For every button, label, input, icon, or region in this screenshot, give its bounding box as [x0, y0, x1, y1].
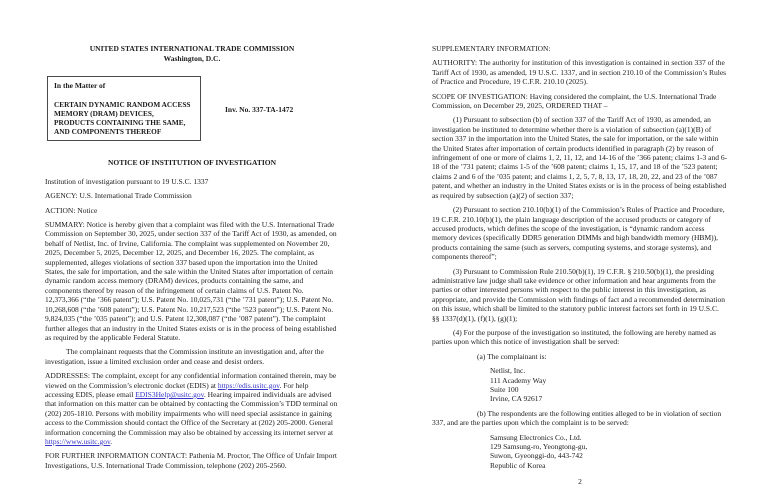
text-segment: .: [110, 436, 113, 446]
supplementary-heading: SUPPLEMENTARY INFORMATION:: [432, 44, 551, 53]
address-line: 111 Academy Way: [490, 375, 547, 385]
page-number: 2: [578, 477, 582, 487]
order-paragraph-1: (1) Pursuant to subsection (b) of section 337 of the Tariff Act of 1930, as amended, an investigation be instituted to determine whether there is a violation of subsection (a)(1)(B) of section 337 in the importation into the United States, the sale for importation, or the sale within the United States after importation of certain products identified in paragraph (2) by reason of infringement of one or more of claims 1, 2, 11, 12, and 14-16 of the ’366 patent; claims 1-3 and 6-18 of the ’731 patent; claims 1-5 of the ’608 patent; claims 1, 15, 17, and 18 of the ’523 patent; claims 2 and 6 of the ’035 patent; and claims 1, 2, 5, 7, 8, 13, 17, 18, 20, 22, and 23 of the ’087 patent, and whether an industry in the United States exists or is in the process of being established as required by subsection (a)(2) of section 337;: [432, 115, 728, 200]
scope-paragraph: SCOPE OF INVESTIGATION: Having considered the complaint, the U.S. International Trade Commission, on December 29, 2025, ORDERED THAT –: [432, 91, 717, 111]
order-paragraph-4: (4) For the purpose of the investigation so instituted, the following are hereby named as parties upon which this notice of investigation shall be served:: [432, 327, 717, 347]
order-paragraph-2: (2) Pursuant to section 210.10(b)(1) of the Commission’s Rules of Practice and Procedure, 19 C.F.R. 210.10(b)(1), the plain language description of the accused products or category of accused products, which defines the scope of the investigation, is “dynamic random access memory devices (specifically DDR5 generation DIMMs and high bandwidth memory (HBM)), products containing the same (such as servers, computing systems, and storage systems), and components thereof”;: [432, 205, 725, 262]
case-title: CERTAIN DYNAMIC RANDOM ACCESS MEMORY (DRAM) DEVICES, PRODUCTS CONTAINING THE SAME, AND COMPONENTS THEREOF: [54, 99, 191, 137]
document-header: [45, 44, 339, 63]
address-line: Irvine, CA 92617: [490, 394, 543, 404]
text-segment: . Hearing impaired individuals are advised that information on this matter can be obtained by contacting the Commission’s TDD terminal on (202) 205-1810. Persons with mobility impairments who will need special assistance in gaining access to the Commission should contact the Office of the Secretary at (202) 205-2000. General information concerning the Commission may also be obtained by accessing its internet server at: [45, 389, 338, 437]
respondent-address: [432, 433, 728, 471]
address-line: 129 Samsung-ro, Yeongtong-gu,: [490, 442, 588, 452]
institution-line: Institution of investigation pursuant to 19 U.S.C. 1337: [45, 176, 209, 186]
commission-title: UNITED STATES INTERNATIONAL TRADE COMMISSION: [89, 44, 295, 53]
complainant-address: [432, 366, 728, 404]
hyperlink[interactable]: EDIS3Help@usitc.gov: [135, 389, 204, 399]
page-2: [432, 44, 728, 487]
text-segment: . For help accessing EDIS, please email: [45, 380, 309, 399]
complainant-request-paragraph: The complainant requests that the Commission institute an investigation and, after the investigation, issue a limited exclusion order and cease and desist orders.: [45, 347, 324, 366]
contact-paragraph: FOR FURTHER INFORMATION CONTACT: Pathenia M. Proctor, The Office of Unfair Import Investigations, U.S. International Trade Commission, telephone (202) 205-2560.: [45, 451, 337, 470]
hyperlink[interactable]: https://www.usitc.gov: [45, 436, 111, 446]
text-segment: ADDRESSES: The complaint, except for any confidential information contained therein, may be viewed on the Commission’s electronic docket (EDIS) at: [45, 371, 337, 390]
order-paragraph-3: (3) Pursuant to Commission Rule 210.50(b)(1), 19 C.F.R. § 210.50(b)(1), the presiding administrative law judge shall take evidence or other information and hear arguments from the parties or other interested persons with respect to the public interest in this investigation, as appropriate, and provide the Commission with findings of fact and a recommended determination on this issue, which shall be limited to the statutory public interest factors set forth in 19 U.S.C. §§ 1337(d)(1), (f)(1), (g)(1);: [432, 266, 726, 323]
address-line: Netlist, Inc.: [490, 366, 526, 376]
page-1: [45, 44, 339, 475]
case-caption-box: [47, 76, 201, 141]
respondents-heading: (b) The respondents are the following entities alleged to be in violation of section 337, and are the parties upon which the complaint is to be served:: [432, 408, 722, 428]
address-line: Samsung Electronics Co., Ltd.: [490, 432, 582, 442]
authority-paragraph: AUTHORITY: The authority for institution of this investigation is contained in section 337 of the Tariff Act of 1930, as amended, 19 U.S.C. 1337, and in section 210.10 of the Commission’s Rules of Practice and Procedure, 19 C.F.R. 210.10 (2025).: [432, 58, 727, 87]
address-line: Suwon, Gyeonggi-do, 443-742: [490, 451, 583, 461]
agency-line: AGENCY: U.S. International Trade Commission: [45, 191, 192, 201]
complainant-heading: (a) The complainant is:: [477, 351, 547, 361]
notice-title: NOTICE OF INSTITUTION OF INVESTIGATION: [107, 158, 277, 168]
address-line: Suite 100: [490, 385, 519, 394]
summary-paragraph: SUMMARY: Notice is hereby given that a complaint was filed with the U.S. International Trade Commission on September 30, 2025, under section 337 of the Tariff Act of 1930, as amended, on behalf of Netlist, Inc. of Irvine, California. The complaint was supplemented on November 20, 2025, December 5, 2025, December 12, 2025, and December 16, 2025. The complaint, as supplemented, alleges violations of section 337 based upon the importation into the United States, the sale for importation, and the sale within the United States after importation of certain dynamic random access memory (DRAM) devices, products containing the same, and components thereof by reason of the infringement of certain claims of U.S. Patent No. 12,373,366 (“the ’366 patent”); U.S. Patent No. 10,025,731 (“the ’731 patent”); U.S. Patent No. 10,268,608 (“the ’608 patent”); U.S. Patent No. 10,217,523 (“the ’523 patent”); U.S. Patent No. 9,824,035 (“the ’035 patent”); and U.S. Patent 12,308,087 (“the ’087 patent”). The complaint further alleges that an industry in the United States exists or is in the process of being established as required by the applicable Federal Statute.: [45, 220, 337, 342]
hyperlink[interactable]: https://edis.usitc.gov: [217, 380, 280, 390]
in-the-matter-of-label: In the Matter of: [54, 81, 106, 91]
case-caption-row: [45, 76, 339, 141]
addresses-paragraph: [45, 371, 339, 446]
investigation-number: Inv. No. 337-TA-1472: [225, 105, 294, 115]
address-line: Republic of Korea: [490, 460, 546, 470]
commission-location: Washington, D.C.: [163, 53, 221, 63]
action-line: ACTION: Notice: [45, 205, 98, 215]
